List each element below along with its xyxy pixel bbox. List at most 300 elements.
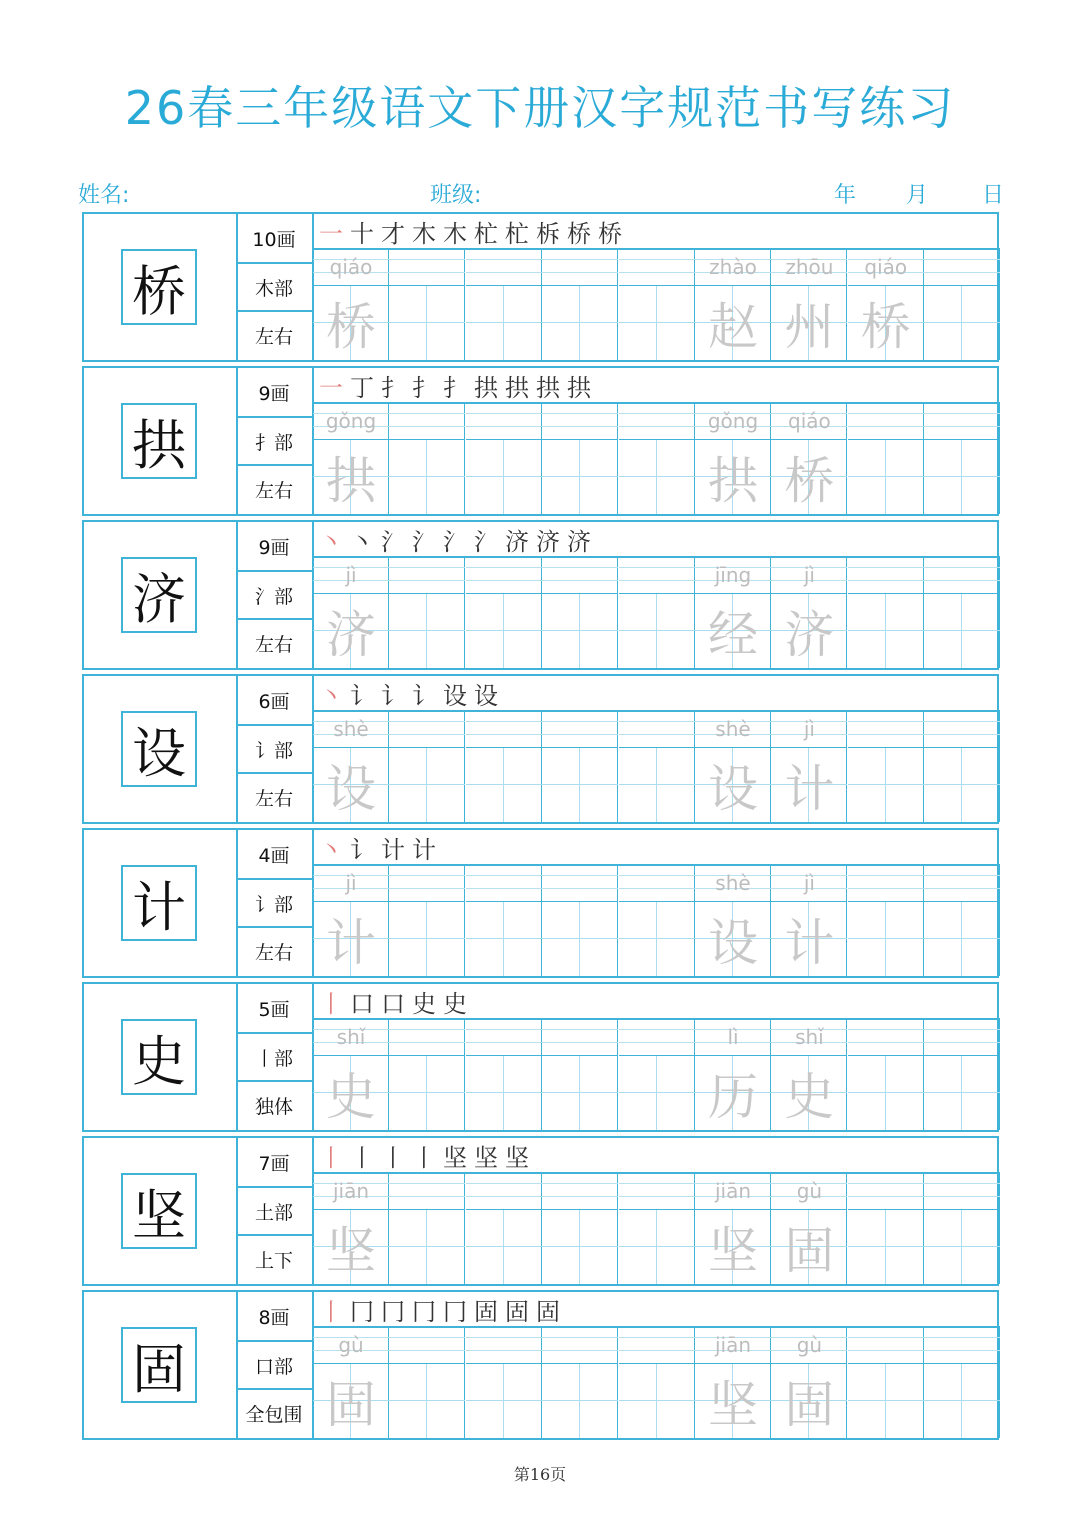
structure-label: 全包围 [236, 1388, 312, 1436]
trace-char: 经 [695, 594, 771, 668]
trace-char [466, 594, 542, 668]
stroke-order-row [313, 522, 997, 558]
trace-char [466, 748, 542, 822]
stroke-step: 坚 [474, 1143, 498, 1172]
stroke-step: 丨 [319, 1143, 343, 1172]
stroke-step: 固 [505, 1297, 529, 1326]
trace-char [542, 594, 618, 668]
trace-char [542, 902, 618, 976]
writing-cell[interactable] [313, 402, 389, 514]
writing-cell[interactable] [313, 1172, 389, 1284]
writing-cell[interactable] [695, 864, 771, 976]
writing-cell[interactable] [924, 248, 1000, 360]
char-meta [236, 830, 314, 976]
writing-cell[interactable] [771, 556, 847, 668]
pinyin-guide [924, 1172, 1000, 1210]
pinyin-guide: gù [771, 1172, 847, 1210]
trace-char [542, 748, 618, 822]
stroke-order-row [313, 1292, 997, 1328]
writing-cell[interactable] [848, 864, 924, 976]
writing-cell[interactable] [466, 710, 542, 822]
writing-cell[interactable] [848, 710, 924, 822]
writing-cell[interactable] [848, 1172, 924, 1284]
pinyin-guide: lì [695, 1018, 771, 1056]
pinyin-guide [466, 556, 542, 594]
strokes-label: 5画 [258, 998, 290, 1021]
writing-cell[interactable] [389, 402, 465, 514]
pinyin-guide [924, 710, 1000, 748]
stroke-step: 丶 [350, 527, 374, 556]
pinyin-guide [619, 1326, 695, 1364]
writing-cell[interactable] [619, 710, 695, 822]
trace-char: 桥 [771, 440, 847, 514]
pinyin-guide [389, 1018, 465, 1056]
trace-char [619, 748, 695, 822]
model-char: 固 [121, 1327, 197, 1403]
stroke-step: 口 [350, 989, 374, 1018]
stroke-order-row [313, 1138, 997, 1174]
writing-cell[interactable] [771, 402, 847, 514]
stroke-step: 柝 [536, 219, 560, 248]
pinyin-guide: shè [695, 710, 771, 748]
model-char: 桥 [121, 249, 197, 325]
pinyin-guide [848, 864, 924, 902]
trace-char: 桥 [313, 286, 389, 360]
writing-cell[interactable] [619, 864, 695, 976]
writing-cell[interactable] [695, 710, 771, 822]
trace-char: 历 [695, 1056, 771, 1130]
pinyin-guide [389, 1172, 465, 1210]
writing-cell[interactable] [771, 1326, 847, 1438]
trace-char: 设 [695, 748, 771, 822]
char-meta [236, 1138, 314, 1284]
pinyin-guide: gǒng [313, 402, 389, 440]
writing-cell[interactable] [542, 402, 618, 514]
writing-grid [313, 556, 997, 668]
char-block [82, 1136, 999, 1286]
trace-char: 赵 [695, 286, 771, 360]
char-meta [236, 984, 314, 1130]
writing-grid [313, 1172, 997, 1284]
writing-cell[interactable] [924, 402, 1000, 514]
stroke-step: 拱 [567, 373, 591, 402]
trace-char [848, 748, 924, 822]
char-block [82, 828, 999, 978]
writing-cell[interactable] [542, 710, 618, 822]
pinyin-guide: jiān [695, 1326, 771, 1364]
model-char: 坚 [121, 1173, 197, 1249]
pinyin-guide [619, 1172, 695, 1210]
pinyin-guide: gù [771, 1326, 847, 1364]
practice-sheet [82, 212, 999, 1444]
trace-char: 坚 [695, 1210, 771, 1284]
stroke-step: 讠 [350, 681, 374, 710]
writing-cell[interactable] [313, 1018, 389, 1130]
pinyin-guide [848, 710, 924, 748]
stroke-step: 讠 [412, 681, 436, 710]
writing-cell[interactable] [389, 1326, 465, 1438]
trace-char [619, 1210, 695, 1284]
trace-char [924, 1056, 1000, 1130]
writing-cell[interactable] [466, 1018, 542, 1130]
pinyin-guide: jīng [695, 556, 771, 594]
writing-cell[interactable] [389, 248, 465, 360]
stroke-step: 计 [412, 835, 436, 864]
writing-grid [313, 248, 997, 360]
trace-char: 拱 [313, 440, 389, 514]
name-label: 姓名: [78, 183, 130, 208]
writing-cell[interactable] [542, 864, 618, 976]
trace-char [389, 286, 465, 360]
pinyin-guide: gǒng [695, 402, 771, 440]
day-label: 日 [982, 183, 1005, 208]
pinyin-guide: gù [313, 1326, 389, 1364]
char-meta [236, 214, 314, 360]
trace-char: 固 [771, 1210, 847, 1284]
trace-char [466, 902, 542, 976]
stroke-step: 丨 [381, 1143, 405, 1172]
pinyin-guide [389, 556, 465, 594]
trace-char [924, 1364, 1000, 1438]
writing-grid [313, 710, 997, 822]
stroke-step: 丨 [350, 1143, 374, 1172]
writing-cell[interactable] [619, 556, 695, 668]
writing-cell[interactable] [924, 1018, 1000, 1130]
stroke-order-row [313, 368, 997, 404]
trace-char: 济 [771, 594, 847, 668]
writing-cell[interactable] [389, 710, 465, 822]
char-meta [236, 1292, 314, 1438]
model-char: 计 [121, 865, 197, 941]
pinyin-guide: shǐ [313, 1018, 389, 1056]
stroke-step: 固 [474, 1297, 498, 1326]
trace-char [619, 1056, 695, 1130]
trace-char [924, 748, 1000, 822]
trace-char [542, 1056, 618, 1130]
char-block [82, 674, 999, 824]
radical-label: 氵部 [236, 570, 312, 618]
stroke-step: 口 [381, 989, 405, 1018]
trace-char [848, 440, 924, 514]
pinyin-guide [924, 864, 1000, 902]
trace-char [466, 1364, 542, 1438]
writing-cell[interactable] [771, 710, 847, 822]
writing-cell[interactable] [771, 248, 847, 360]
stroke-step: 史 [412, 989, 436, 1018]
pinyin-guide [619, 402, 695, 440]
pinyin-guide: qiáo [771, 402, 847, 440]
stroke-step: 丁 [350, 373, 374, 402]
trace-char [848, 1364, 924, 1438]
writing-cell[interactable] [466, 556, 542, 668]
writing-cell[interactable] [848, 1018, 924, 1130]
pinyin-guide [542, 1018, 618, 1056]
radical-label: 讠部 [236, 878, 312, 926]
trace-char: 史 [313, 1056, 389, 1130]
writing-cell[interactable] [695, 248, 771, 360]
model-char-cell [84, 522, 238, 668]
trace-char: 计 [771, 902, 847, 976]
model-char-cell [84, 830, 238, 976]
class-label: 班级: [430, 183, 482, 208]
structure-label: 左右 [236, 772, 312, 820]
pinyin-guide: shè [695, 864, 771, 902]
pinyin-guide [542, 864, 618, 902]
model-char-cell [84, 214, 238, 360]
writing-cell[interactable] [619, 402, 695, 514]
radical-label: 扌部 [236, 416, 312, 464]
pinyin-guide: qiáo [848, 248, 924, 286]
char-block [82, 212, 999, 362]
writing-cell[interactable] [924, 556, 1000, 668]
trace-char: 拱 [695, 440, 771, 514]
pinyin-guide [389, 710, 465, 748]
year-label: 年 [834, 183, 857, 208]
trace-char [619, 594, 695, 668]
trace-char [466, 286, 542, 360]
stroke-step: 桥 [567, 219, 591, 248]
pinyin-guide [619, 864, 695, 902]
trace-char: 州 [771, 286, 847, 360]
writing-cell[interactable] [695, 1326, 771, 1438]
pinyin-guide [466, 1018, 542, 1056]
stroke-step: 设 [443, 681, 467, 710]
stroke-order-row [313, 214, 997, 250]
trace-char [924, 440, 1000, 514]
writing-cell[interactable] [695, 556, 771, 668]
stroke-step: 氵 [443, 527, 467, 556]
radical-label: 木部 [236, 262, 312, 310]
writing-cell[interactable] [695, 1018, 771, 1130]
month-label: 月 [906, 183, 929, 208]
stroke-step: 冂 [381, 1297, 405, 1326]
pinyin-guide [848, 1326, 924, 1364]
pinyin-guide: jì [771, 864, 847, 902]
writing-cell[interactable] [466, 248, 542, 360]
stroke-step: 讠 [381, 681, 405, 710]
writing-cell[interactable] [542, 1018, 618, 1130]
pinyin-guide [619, 248, 695, 286]
stroke-step: 才 [381, 219, 405, 248]
trace-char [542, 1210, 618, 1284]
model-char-cell [84, 676, 238, 822]
writing-cell[interactable] [542, 1172, 618, 1284]
structure-label: 左右 [236, 310, 312, 358]
trace-char [848, 594, 924, 668]
stroke-step: 济 [536, 527, 560, 556]
pinyin-guide [466, 1326, 542, 1364]
stroke-step: 氵 [412, 527, 436, 556]
writing-cell[interactable] [542, 556, 618, 668]
stroke-order-row [313, 984, 997, 1020]
pinyin-guide [619, 556, 695, 594]
radical-label: 丨部 [236, 1032, 312, 1080]
stroke-step: 冂 [412, 1297, 436, 1326]
trace-char [848, 1056, 924, 1130]
writing-cell[interactable] [848, 1326, 924, 1438]
writing-cell[interactable] [848, 556, 924, 668]
pinyin-guide [924, 402, 1000, 440]
stroke-step: 拱 [536, 373, 560, 402]
writing-cell[interactable] [771, 1018, 847, 1130]
radical-label: 讠部 [236, 724, 312, 772]
trace-char [466, 440, 542, 514]
trace-char: 济 [313, 594, 389, 668]
stroke-step: 济 [567, 527, 591, 556]
pinyin-guide: shǐ [771, 1018, 847, 1056]
model-char-cell [84, 1292, 238, 1438]
radical-label: 土部 [236, 1186, 312, 1234]
stroke-step: 坚 [443, 1143, 467, 1172]
writing-cell[interactable] [466, 402, 542, 514]
writing-cell[interactable] [313, 864, 389, 976]
writing-cell[interactable] [924, 710, 1000, 822]
pinyin-guide [542, 1172, 618, 1210]
writing-cell[interactable] [389, 1172, 465, 1284]
trace-char: 桥 [848, 286, 924, 360]
stroke-step: 木 [412, 219, 436, 248]
writing-cell[interactable] [771, 1172, 847, 1284]
stroke-step: 丨 [319, 989, 343, 1018]
pinyin-guide [542, 556, 618, 594]
stroke-step: 氵 [381, 527, 405, 556]
stroke-step: 一 [319, 373, 343, 402]
trace-char [466, 1210, 542, 1284]
pinyin-guide [389, 864, 465, 902]
trace-char [389, 1210, 465, 1284]
pinyin-guide: jì [771, 710, 847, 748]
char-meta [236, 676, 314, 822]
writing-cell[interactable] [619, 248, 695, 360]
trace-char: 固 [313, 1364, 389, 1438]
page-title: 26春三年级语文下册汉字规范书写练习 [124, 81, 956, 135]
pinyin-guide [466, 710, 542, 748]
pinyin-guide [848, 556, 924, 594]
model-char-cell [84, 1138, 238, 1284]
writing-cell[interactable] [924, 1172, 1000, 1284]
pinyin-guide: jiān [695, 1172, 771, 1210]
trace-char [924, 902, 1000, 976]
writing-cell[interactable] [313, 248, 389, 360]
writing-cell[interactable] [313, 710, 389, 822]
writing-grid [313, 402, 997, 514]
char-block [82, 366, 999, 516]
trace-char [619, 1364, 695, 1438]
char-block [82, 982, 999, 1132]
pinyin-guide [389, 1326, 465, 1364]
trace-char: 坚 [695, 1364, 771, 1438]
writing-cell[interactable] [619, 1326, 695, 1438]
stroke-step: 讠 [350, 835, 374, 864]
writing-cell[interactable] [848, 402, 924, 514]
trace-char [389, 594, 465, 668]
trace-char [924, 1210, 1000, 1284]
writing-cell[interactable] [924, 1326, 1000, 1438]
model-char: 设 [121, 711, 197, 787]
writing-cell[interactable] [389, 1018, 465, 1130]
stroke-step: 扌 [381, 373, 405, 402]
trace-char [542, 440, 618, 514]
writing-cell[interactable] [542, 248, 618, 360]
pinyin-guide: jiān [313, 1172, 389, 1210]
writing-grid [313, 864, 997, 976]
pinyin-guide [466, 402, 542, 440]
pinyin-guide [466, 248, 542, 286]
stroke-step: 史 [443, 989, 467, 1018]
writing-grid [313, 1326, 997, 1438]
pinyin-guide [848, 1172, 924, 1210]
pinyin-guide [466, 1172, 542, 1210]
stroke-step: 丶 [319, 681, 343, 710]
strokes-label: 4画 [258, 844, 290, 867]
writing-cell[interactable] [924, 864, 1000, 976]
pinyin-guide [619, 710, 695, 748]
writing-cell[interactable] [542, 1326, 618, 1438]
char-meta [236, 522, 314, 668]
pinyin-guide [924, 1018, 1000, 1056]
writing-cell[interactable] [313, 1326, 389, 1438]
model-char: 史 [121, 1019, 197, 1095]
strokes-label: 9画 [258, 536, 290, 559]
writing-cell[interactable] [313, 556, 389, 668]
stroke-step: 木 [443, 219, 467, 248]
trace-char: 史 [771, 1056, 847, 1130]
strokes-label: 6画 [258, 690, 290, 713]
trace-char: 固 [771, 1364, 847, 1438]
writing-cell[interactable] [771, 864, 847, 976]
stroke-step: 一 [319, 219, 343, 248]
pinyin-guide [466, 864, 542, 902]
model-char: 拱 [121, 403, 197, 479]
trace-char [848, 1210, 924, 1284]
stroke-step: 杧 [505, 219, 529, 248]
pinyin-guide: zhōu [771, 248, 847, 286]
stroke-step: 拱 [505, 373, 529, 402]
trace-char: 坚 [313, 1210, 389, 1284]
writing-cell[interactable] [466, 1326, 542, 1438]
trace-char [389, 902, 465, 976]
trace-char [542, 1364, 618, 1438]
writing-cell[interactable] [466, 864, 542, 976]
pinyin-guide: jì [313, 864, 389, 902]
pinyin-guide [848, 402, 924, 440]
writing-cell[interactable] [389, 556, 465, 668]
char-meta [236, 368, 314, 514]
writing-cell[interactable] [466, 1172, 542, 1284]
pinyin-guide [924, 1326, 1000, 1364]
strokes-label: 8画 [258, 1306, 290, 1329]
trace-char [389, 1056, 465, 1130]
stroke-step: 拱 [474, 373, 498, 402]
stroke-step: 冂 [350, 1297, 374, 1326]
structure-label: 独体 [236, 1080, 312, 1128]
writing-cell[interactable] [695, 1172, 771, 1284]
writing-cell[interactable] [695, 402, 771, 514]
trace-char: 计 [313, 902, 389, 976]
writing-cell[interactable] [619, 1172, 695, 1284]
model-char-cell [84, 368, 238, 514]
pinyin-guide [389, 248, 465, 286]
writing-grid [313, 1018, 997, 1130]
stroke-step: 济 [505, 527, 529, 556]
writing-cell[interactable] [389, 864, 465, 976]
writing-cell[interactable] [848, 248, 924, 360]
trace-char [389, 440, 465, 514]
stroke-step: 固 [536, 1297, 560, 1326]
stroke-order-row [313, 830, 997, 866]
stroke-step: 扌 [412, 373, 436, 402]
writing-cell[interactable] [619, 1018, 695, 1130]
